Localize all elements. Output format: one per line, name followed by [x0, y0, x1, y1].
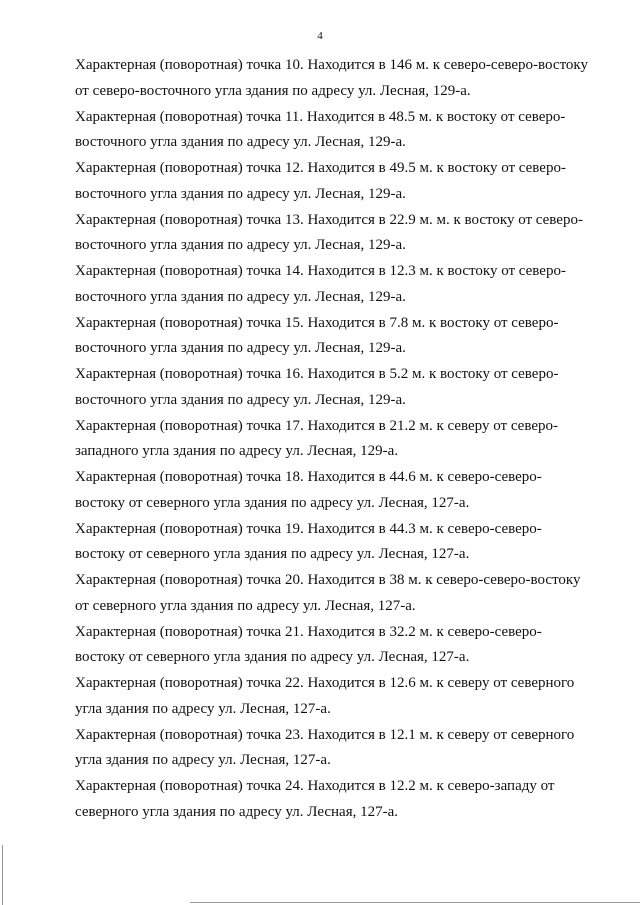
point-description-line: Характерная (поворотная) точка 12. Находится в 49.5 м. к востоку от северо- [75, 160, 566, 176]
point-description-line: угла здания по адресу ул. Лесная, 127-а. [75, 752, 331, 769]
scan-edge-left [2, 845, 3, 905]
point-description-line: Характерная (поворотная) точка 17. Находится в 21.2 м. к северу от северо- [75, 417, 558, 434]
point-description [75, 723, 615, 775]
point-description-line: востоку от северного угла здания по адресу ул. Лесная, 127-а. [75, 546, 470, 563]
point-description-line: северного угла здания по адресу ул. Лесная, 127-а. [75, 803, 399, 820]
point-description-line: Характерная (поворотная) точка 21. Находится в 32.2 м. к северо-северо- [75, 623, 542, 640]
point-description [75, 774, 615, 826]
point-description-line: восточного угла здания по адресу ул. Лесная, 129-а. [75, 391, 406, 408]
point-description [75, 311, 615, 363]
point-description-line: восточного угла здания по адресу ул. Лесная, 129-а. [75, 340, 406, 357]
point-description [75, 53, 615, 105]
point-description [75, 414, 615, 466]
point-description [75, 671, 615, 723]
point-description-line: западного угла здания по адресу ул. Лесная, 129-а. [75, 443, 399, 460]
point-description-line: угла здания по адресу ул. Лесная, 127-а. [75, 700, 331, 717]
point-description [75, 208, 615, 260]
point-description-line: Характерная (поворотная) точка 15. Находится в 7.8 м. к востоку от северо- [75, 314, 559, 331]
point-description-line: восточного угла здания по адресу ул. Лесная, 129-а. [75, 134, 406, 151]
point-description-line: Характерная (поворотная) точка 23. Находится в 12.1 м. к северу от северного [75, 726, 575, 743]
point-description [75, 465, 615, 517]
point-description-line: восточного угла здания по адресу ул. Лесная, 129-а. [75, 185, 406, 202]
point-description-line: востоку от северного угла здания по адресу ул. Лесная, 127-а. [75, 494, 470, 511]
scan-edge-bottom [190, 902, 640, 903]
point-description-line: Характерная (поворотная) точка 11. Находится в 48.5 м. к востоку от северо- [75, 108, 566, 125]
point-description [75, 517, 615, 569]
point-description [75, 156, 615, 208]
point-description [75, 362, 615, 414]
point-description-line: от северо-восточного угла здания по адресу ул. Лесная, 129-а. [75, 82, 471, 99]
point-description-line: Характерная (поворотная) точка 20. Находится в 38 м. к северо-северо-востоку [75, 572, 581, 588]
point-description-line: от северного угла здания по адресу ул. Лесная, 127-а. [75, 597, 416, 614]
point-description-line: Характерная (поворотная) точка 19. Находится в 44.3 м. к северо-северо- [75, 520, 542, 537]
point-description-line: Характерная (поворотная) точка 24. Находится в 12.2 м. к северо-западу от [75, 778, 555, 794]
point-description-line: востоку от северного угла здания по адресу ул. Лесная, 127-а. [75, 649, 470, 666]
point-description [75, 259, 615, 311]
point-description-line: Характерная (поворотная) точка 16. Находится в 5.2 м. к востоку от северо- [75, 366, 559, 382]
point-description-line: Характерная (поворотная) точка 13. Находится в 22.9 м. м. к востоку от северо- [75, 211, 583, 228]
point-description-list [75, 53, 615, 826]
point-description-line: Характерная (поворотная) точка 18. Находится в 44.6 м. к северо-северо- [75, 469, 542, 485]
point-description [75, 105, 615, 157]
point-description [75, 568, 615, 620]
page-number: 4 [317, 30, 323, 42]
point-description [75, 620, 615, 672]
point-description-line: Характерная (поворотная) точка 22. Находится в 12.6 м. к северу от северного [75, 675, 575, 691]
point-description-line: Характерная (поворотная) точка 10. Находится в 146 м. к северо-северо-востоку [75, 57, 588, 73]
point-description-line: восточного угла здания по адресу ул. Лесная, 129-а. [75, 237, 406, 254]
point-description-line: Характерная (поворотная) точка 14. Находится в 12.3 м. к востоку от северо- [75, 263, 566, 279]
point-description-line: восточного угла здания по адресу ул. Лесная, 129-а. [75, 288, 406, 305]
